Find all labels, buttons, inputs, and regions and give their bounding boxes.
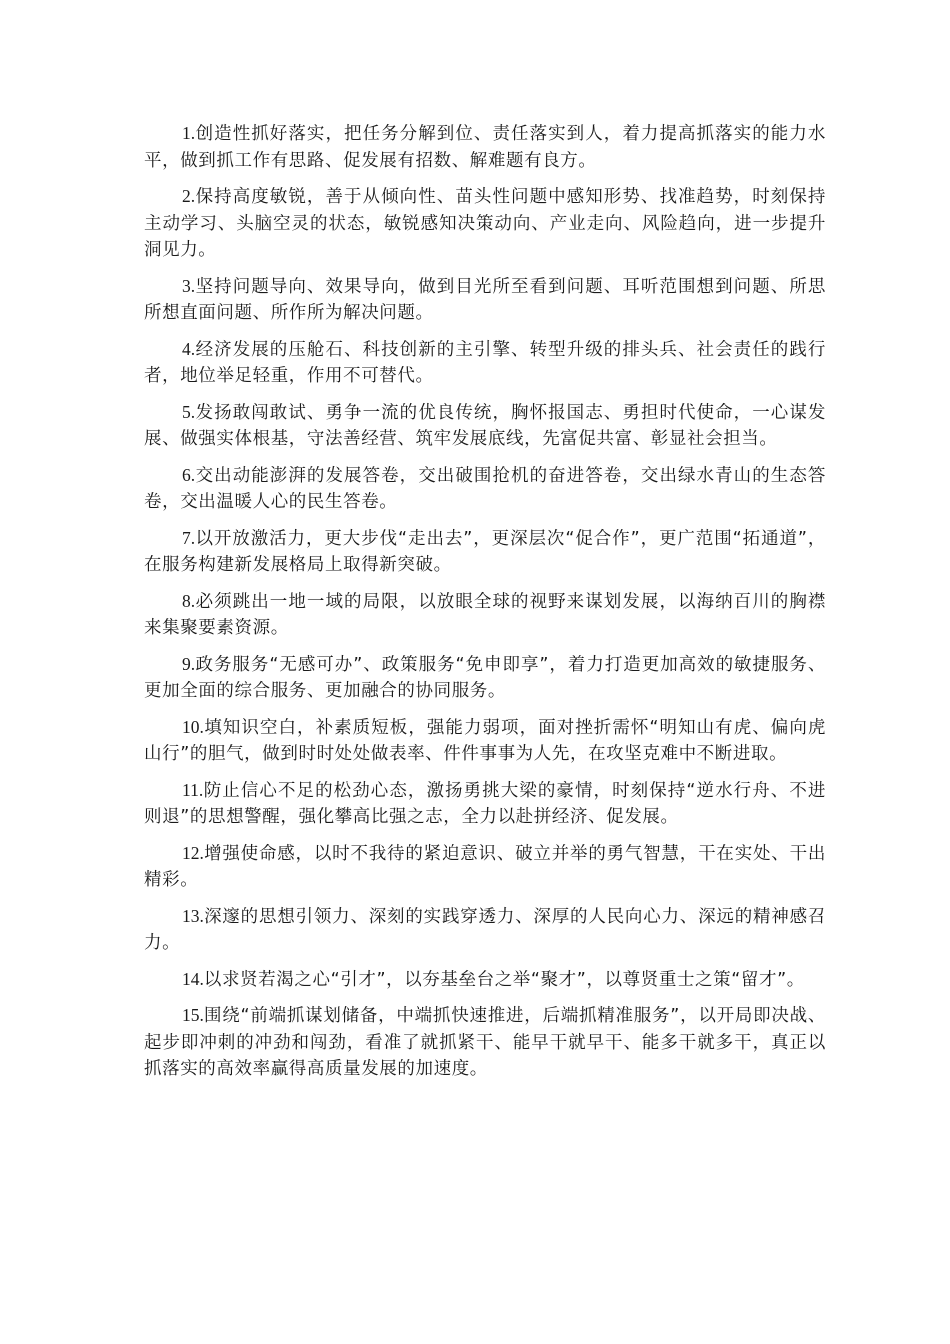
paragraph-12 (144, 840, 826, 894)
paragraph-5 (144, 399, 826, 453)
paragraph-3 (144, 273, 826, 327)
document-body (144, 120, 826, 1092)
paragraph-2 (144, 183, 826, 264)
item-text: 坚持问题导向、效果导向，做到目光所至看到问题、耳听范围想到问题、所思所想直面问题、所作所为解决问题。 (144, 276, 826, 323)
item-text: 政务服务“无感可办”、政策服务“免申即享”，着力打造更加高效的敏捷服务、更加全面的综合服务、更加融合的协同服务。 (144, 654, 826, 701)
item-number: 15. (182, 1005, 204, 1025)
item-text: 交出动能澎湃的发展答卷，交出破围抢机的奋进答卷，交出绿水青山的生态答卷，交出温暖人心的民生答卷。 (144, 465, 826, 512)
item-text: 深邃的思想引领力、深刻的实践穿透力、深厚的人民向心力、深远的精神感召力。 (144, 906, 826, 953)
item-number: 6. (182, 464, 196, 485)
item-text: 围绕“前端抓谋划储备，中端抓快速推进，后端抓精准服务”，以开局即决战、起步即冲刺的冲劲和闯劲，看准了就抓紧干、能早干就早干、能多干就多干，真正以抓落实的高效率赢得高质量发展的加速度。 (144, 1006, 826, 1079)
item-number: 5. (182, 401, 196, 422)
paragraph-4 (144, 336, 826, 390)
item-number: 1. (182, 123, 196, 143)
paragraph-1 (144, 120, 826, 174)
item-number: 7. (182, 527, 196, 548)
item-number: 14. (182, 968, 204, 989)
paragraph-14 (144, 966, 826, 994)
paragraph-15 (144, 1002, 826, 1083)
item-text: 保持高度敏锐，善于从倾向性、苗头性问题中感知形势、找准趋势，时刻保持主动学习、头脑空灵的状态，敏锐感知决策动向、产业走向、风险趋向，进一步提升洞见力。 (144, 187, 826, 260)
item-text: 防止信心不足的松劲心态，激扬勇挑大梁的豪情，时刻保持“逆水行舟、不进则退”的思想警醒，强化攀高比强之志，全力以赴拼经济、促发展。 (144, 780, 826, 827)
item-text: 以开放激活力，更大步伐“走出去”，更深层次“促合作”，更广范围“拓通道”，在服务构建新发展格局上取得新突破。 (144, 528, 826, 575)
item-text: 增强使命感，以时不我待的紧迫意识、破立并举的勇气智慧，干在实处、干出精彩。 (144, 843, 826, 890)
item-text: 创造性抓好落实，把任务分解到位、责任落实到人，着力提高抓落实的能力水平，做到抓工作有思路、促发展有招数、解难题有良方。 (144, 124, 826, 171)
item-number: 9. (182, 653, 196, 674)
paragraph-7 (144, 525, 826, 579)
item-number: 13. (182, 905, 204, 926)
paragraph-11 (144, 777, 826, 831)
item-number: 4. (182, 338, 196, 359)
paragraph-9 (144, 651, 826, 705)
paragraph-8 (144, 588, 826, 642)
paragraph-10 (144, 714, 826, 768)
item-text: 必须跳出一地一域的局限，以放眼全球的视野来谋划发展，以海纳百川的胸襟来集聚要素资源。 (144, 591, 826, 638)
paragraph-13 (144, 903, 826, 957)
item-text: 填知识空白，补素质短板，强能力弱项，面对挫折需怀“明知山有虎、偏向虎山行”的胆气，做到时时处处做表率、件件事事为人先，在攻坚克难中不断进取。 (144, 717, 826, 764)
item-text: 发扬敢闯敢试、勇争一流的优良传统，胸怀报国志、勇担时代使命，一心谋发展、做强实体根基，守法善经营、筑牢发展底线，先富促共富、彰显社会担当。 (144, 402, 826, 449)
item-number: 2. (182, 186, 196, 206)
item-number: 11. (182, 779, 204, 800)
paragraph-6 (144, 462, 826, 516)
item-number: 12. (182, 842, 204, 863)
item-number: 3. (182, 275, 196, 296)
item-number: 10. (182, 716, 204, 737)
item-text: 经济发展的压舱石、科技创新的主引擎、转型升级的排头兵、社会责任的践行者，地位举足轻重，作用不可替代。 (144, 339, 826, 386)
item-number: 8. (182, 590, 196, 611)
item-text: 以求贤若渴之心“引才”，以夯基垒台之举“聚才”，以尊贤重士之策“留才”。 (203, 969, 805, 990)
